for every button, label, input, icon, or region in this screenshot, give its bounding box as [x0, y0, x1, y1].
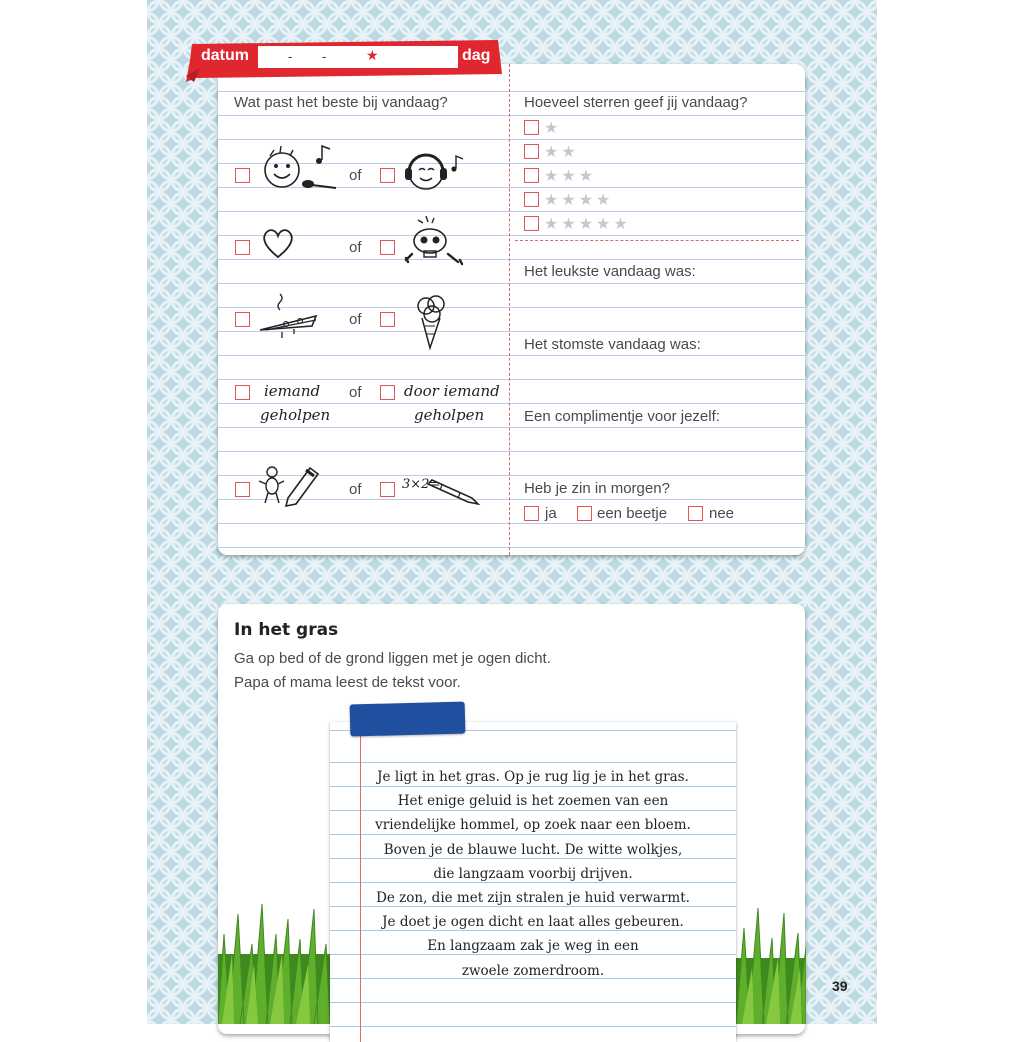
star-checkbox-5[interactable]: [524, 216, 539, 231]
math-pen-icon: [402, 468, 484, 508]
star-rating-2: ★★: [544, 144, 579, 161]
star-checkbox-3[interactable]: [524, 168, 539, 183]
story-line: De zon, die met zijn stralen je huid verwarmt.: [376, 889, 690, 906]
day-label: dag: [462, 47, 491, 64]
stars-divider: [515, 240, 799, 241]
checkbox-helped-someone[interactable]: [235, 385, 250, 400]
story-line: Boven je de blauwe lucht. De witte wolkjes,: [383, 841, 683, 858]
story-line: die langzaam voorbij drijven.: [433, 865, 633, 882]
date-separator: -: [322, 49, 327, 64]
svg-text:3×2=: 3×2=: [402, 477, 441, 492]
checkbox-yes[interactable]: [524, 506, 539, 521]
story-line: zwoele zomerdroom.: [461, 962, 605, 979]
date-label: datum: [201, 47, 249, 64]
grass-right-image: [736, 898, 806, 1024]
star-checkbox-1[interactable]: [524, 120, 539, 135]
worst-of-today-label: Het stomste vandaag was:: [524, 336, 701, 353]
tomorrow-question: Heb je zin in morgen?: [524, 480, 670, 497]
compliment-label: Een complimentje voor jezelf:: [524, 408, 720, 425]
checkbox-skull[interactable]: [380, 240, 395, 255]
handwritten-someone: iemand: [264, 382, 321, 400]
mood-question: Wat past het beste bij vandaag?: [234, 94, 448, 111]
story-line: Het enige geluid is het zoemen van een: [397, 793, 669, 810]
or-word: of: [349, 239, 362, 256]
checkbox-heart[interactable]: [235, 240, 250, 255]
column-divider: [509, 64, 510, 555]
date-banner: [186, 38, 502, 82]
star-checkbox-4[interactable]: [524, 192, 539, 207]
exercise-title: In het gras: [234, 620, 339, 640]
checkbox-got-helped[interactable]: [380, 385, 395, 400]
or-word: of: [349, 384, 362, 401]
singing-face-icon: [260, 144, 340, 194]
checkbox-pizza[interactable]: [235, 312, 250, 327]
diary-card: [218, 64, 805, 555]
star-rating-4: ★★★★: [544, 192, 614, 209]
instruction-line-1: Ga op bed of de grond liggen met je ogen dicht.: [234, 650, 551, 667]
headphones-face-icon: [404, 146, 470, 194]
checkbox-no[interactable]: [688, 506, 703, 521]
checkbox-listening[interactable]: [380, 168, 395, 183]
grass-left-image: [218, 894, 330, 1024]
option-yes: ja: [545, 505, 557, 522]
story-line: Je ligt in het gras. Op je rug lig je in het gras.: [377, 769, 689, 785]
stars-question: Hoeveel sterren geef jij vandaag?: [524, 94, 748, 111]
option-a-little: een beetje: [597, 505, 668, 522]
star-rating-5: ★★★★★: [544, 216, 631, 233]
date-input-field[interactable]: [258, 46, 458, 68]
star-rating-3: ★★★: [544, 168, 597, 185]
story-line: En langzaam zak je weg in een: [427, 938, 639, 955]
checkbox-singing[interactable]: [235, 168, 250, 183]
option-no: nee: [709, 505, 735, 522]
story-line: vriendelijke hommel, op zoek naar een bloem.: [375, 817, 691, 834]
star-icon: ★: [366, 47, 379, 63]
or-word: of: [349, 167, 362, 184]
checkbox-a-little[interactable]: [577, 506, 592, 521]
instruction-line-2: Papa of mama leest de tekst voor.: [234, 674, 461, 691]
handwritten-by-someone: door iemand: [404, 382, 500, 400]
date-separator: -: [288, 49, 293, 64]
best-of-today-label: Het leukste vandaag was:: [524, 263, 696, 280]
pizza-slice-icon: [256, 288, 326, 344]
story-text: [350, 765, 716, 983]
drawing-pencil-icon: [258, 462, 324, 508]
checkbox-icecream[interactable]: [380, 312, 395, 327]
star-rating-1: ★: [544, 120, 562, 137]
page-number: 39: [832, 978, 848, 994]
ice-cream-icon: [414, 292, 450, 354]
checkbox-math[interactable]: [380, 482, 395, 497]
skull-icon: [404, 214, 466, 268]
handwritten-helped: geholpen: [414, 406, 485, 424]
story-note-paper: [330, 722, 736, 1042]
star-checkbox-2[interactable]: [524, 144, 539, 159]
or-word: of: [349, 311, 362, 328]
handwritten-helped: geholpen: [260, 406, 331, 424]
checkbox-drawing[interactable]: [235, 482, 250, 497]
blue-tape: [350, 702, 466, 737]
story-line: Je doet je ogen dicht en laat alles gebeuren.: [382, 914, 684, 931]
heart-icon: [260, 226, 296, 260]
or-word: of: [349, 481, 362, 498]
